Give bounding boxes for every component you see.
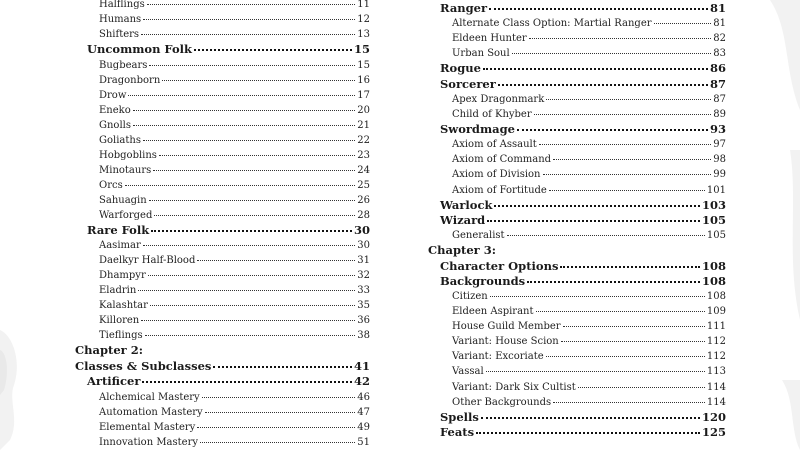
toc-entry-title: Rare Folk bbox=[87, 222, 150, 237]
toc-entry-page: 22 bbox=[357, 134, 370, 146]
toc-entry[interactable] bbox=[428, 395, 726, 410]
dot-leader bbox=[560, 266, 700, 268]
toc-entry[interactable] bbox=[428, 107, 726, 122]
dot-leader bbox=[517, 129, 708, 131]
toc-entry-page: 81 bbox=[709, 1, 726, 15]
toc-entry-title: Drow bbox=[99, 89, 127, 101]
toc-entry-page: 99 bbox=[713, 169, 726, 181]
toc-entry-page: 35 bbox=[357, 300, 370, 311]
toc-entry-title: Eladrin bbox=[99, 285, 137, 296]
dot-leader bbox=[476, 432, 700, 434]
toc-entry[interactable] bbox=[75, 118, 370, 133]
toc-entry[interactable] bbox=[75, 268, 370, 283]
toc-section-entry[interactable] bbox=[428, 410, 726, 425]
toc-entry-page: 23 bbox=[357, 149, 370, 161]
toc-entry-title: Halflings bbox=[99, 0, 145, 10]
toc-entry-title: Vassal bbox=[452, 366, 484, 378]
toc-entry-title: Axiom of Command bbox=[452, 154, 552, 166]
toc-entry-page: 12 bbox=[357, 14, 370, 25]
dot-leader bbox=[128, 95, 355, 96]
dot-leader bbox=[150, 305, 355, 306]
toc-right-column bbox=[428, 0, 726, 450]
toc-entry-title: Urban Soul bbox=[452, 48, 510, 60]
toc-entry[interactable] bbox=[75, 103, 370, 118]
dot-leader bbox=[546, 356, 705, 357]
toc-entry-title: Feats bbox=[440, 424, 475, 439]
toc-section-entry[interactable] bbox=[428, 425, 726, 440]
dot-leader bbox=[147, 4, 356, 5]
toc-entry-title: Sahuagin bbox=[99, 194, 147, 206]
toc-entry-title: Child of Khyber bbox=[452, 108, 532, 120]
toc-section-entry[interactable] bbox=[75, 374, 370, 390]
chapter-heading: Chapter 2: bbox=[75, 343, 143, 357]
dot-leader bbox=[490, 296, 705, 297]
toc-entry[interactable] bbox=[428, 167, 726, 182]
dot-leader bbox=[141, 320, 355, 321]
toc-entry-page: 108 bbox=[701, 258, 726, 273]
dot-leader bbox=[202, 397, 356, 398]
dot-leader bbox=[549, 190, 705, 191]
dot-leader bbox=[489, 8, 708, 10]
toc-entry-page: 120 bbox=[701, 409, 726, 424]
toc-left-list bbox=[75, 0, 370, 450]
toc-entry-page: 16 bbox=[357, 74, 370, 86]
toc-entry-page: 49 bbox=[357, 421, 370, 433]
toc-entry[interactable] bbox=[75, 27, 370, 42]
dot-leader bbox=[483, 68, 708, 70]
toc-entry-title: Variant: Excoriate bbox=[452, 351, 544, 363]
dot-leader bbox=[149, 200, 356, 201]
dot-leader bbox=[205, 412, 356, 413]
toc-entry-page: 28 bbox=[357, 209, 370, 221]
toc-entry-title: Ranger bbox=[440, 1, 488, 15]
dot-leader bbox=[133, 125, 355, 126]
toc-entry-title: Tieflings bbox=[99, 330, 143, 341]
toc-entry[interactable] bbox=[428, 380, 726, 395]
toc-entry-title: Killoren bbox=[99, 315, 140, 326]
toc-entry-page: 36 bbox=[357, 315, 370, 326]
toc-entry[interactable] bbox=[428, 137, 726, 152]
toc-left-column bbox=[75, 0, 370, 450]
toc-right-list bbox=[428, 1, 726, 440]
toc-entry[interactable] bbox=[75, 178, 370, 193]
toc-entry-page: 93 bbox=[709, 122, 726, 137]
toc-entry-title: Spells bbox=[440, 409, 479, 424]
toc-entry-title: Elemental Mastery bbox=[99, 421, 196, 433]
toc-entry-title: Citizen bbox=[452, 290, 488, 302]
toc-entry-page: 82 bbox=[713, 33, 726, 45]
toc-entry-page: 42 bbox=[353, 374, 370, 388]
toc-entry[interactable] bbox=[75, 193, 370, 208]
toc-entry-title: Generalist bbox=[452, 229, 505, 241]
toc-entry-title: Artificer bbox=[87, 374, 141, 388]
toc-entry-page: 15 bbox=[353, 42, 370, 56]
toc-entry-title: Axiom of Fortitude bbox=[452, 184, 547, 196]
toc-entry-page: 87 bbox=[713, 93, 726, 105]
toc-entry-page: 13 bbox=[357, 29, 370, 40]
dot-leader bbox=[194, 49, 352, 51]
toc-entry[interactable] bbox=[75, 58, 370, 73]
toc-entry[interactable] bbox=[75, 435, 370, 450]
toc-entry[interactable] bbox=[75, 73, 370, 88]
dot-leader bbox=[154, 215, 355, 216]
toc-entry-page: 46 bbox=[357, 391, 370, 403]
dot-leader bbox=[162, 80, 355, 81]
toc-entry-page: 41 bbox=[353, 358, 370, 373]
toc-entry[interactable] bbox=[428, 289, 726, 304]
dot-leader bbox=[143, 19, 355, 20]
toc-entry-title: Axiom of Assault bbox=[452, 139, 537, 151]
toc-entry[interactable] bbox=[75, 12, 370, 27]
toc-entry-page: 105 bbox=[706, 229, 726, 241]
toc-entry[interactable] bbox=[75, 88, 370, 103]
toc-entry-page: 113 bbox=[706, 366, 726, 378]
toc-entry-title: Aasimar bbox=[99, 240, 141, 251]
toc-entry-page: 112 bbox=[706, 336, 726, 348]
dot-leader bbox=[133, 110, 356, 111]
toc-entry[interactable] bbox=[428, 304, 726, 319]
toc-entry-page: 89 bbox=[713, 108, 726, 120]
toc-entry[interactable] bbox=[75, 283, 370, 298]
toc-entry[interactable] bbox=[75, 253, 370, 268]
toc-entry-title: Hobgoblins bbox=[99, 149, 157, 161]
toc-entry-title: Bugbears bbox=[99, 59, 148, 71]
toc-entry[interactable] bbox=[75, 148, 370, 163]
dot-leader bbox=[486, 371, 705, 372]
toc-entry[interactable] bbox=[428, 228, 726, 243]
toc-entry[interactable] bbox=[75, 208, 370, 223]
toc-entry[interactable] bbox=[75, 313, 370, 328]
toc-section-entry[interactable] bbox=[428, 259, 726, 274]
toc-entry[interactable] bbox=[428, 16, 726, 31]
dot-leader bbox=[213, 366, 352, 368]
toc-entry-title: Swordmage bbox=[440, 122, 515, 137]
toc-section-entry[interactable] bbox=[428, 61, 726, 76]
toc-entry[interactable] bbox=[75, 238, 370, 253]
toc-entry-title: Classes & Subclasses bbox=[75, 358, 212, 373]
toc-entry-page: 114 bbox=[706, 381, 726, 393]
dot-leader bbox=[159, 155, 355, 156]
toc-entry-page: 17 bbox=[357, 89, 370, 101]
toc-entry[interactable] bbox=[75, 0, 370, 12]
toc-entry[interactable] bbox=[75, 328, 370, 343]
dot-leader bbox=[654, 23, 712, 24]
toc-entry[interactable] bbox=[75, 420, 370, 435]
toc-entry-page: 101 bbox=[706, 184, 726, 196]
toc-entry-title: Variant: House Scion bbox=[452, 336, 559, 348]
toc-entry-page: 98 bbox=[713, 154, 726, 166]
toc-entry[interactable] bbox=[428, 92, 726, 107]
toc-entry-page: 105 bbox=[701, 212, 726, 227]
toc-entry[interactable] bbox=[75, 163, 370, 178]
dot-leader bbox=[125, 185, 356, 186]
dot-leader bbox=[142, 381, 352, 383]
toc-entry[interactable] bbox=[428, 183, 726, 198]
dot-leader bbox=[512, 53, 712, 54]
toc-entry-title: Humans bbox=[99, 14, 142, 25]
toc-entry-title: Uncommon Folk bbox=[87, 42, 192, 56]
dot-leader bbox=[143, 140, 355, 141]
toc-entry-title: Minotaurs bbox=[99, 164, 152, 176]
toc-entry-title: Eldeen Hunter bbox=[452, 33, 527, 45]
toc-entry-title: Dhampyr bbox=[99, 270, 146, 281]
dot-leader bbox=[553, 402, 705, 403]
toc-entry-title: Shifters bbox=[99, 29, 140, 40]
dot-leader bbox=[149, 65, 355, 66]
toc-entry-title: Orcs bbox=[99, 179, 123, 191]
toc-section-entry[interactable] bbox=[75, 223, 370, 239]
toc-entry-page: 125 bbox=[701, 424, 726, 439]
dot-leader bbox=[141, 34, 355, 35]
toc-entry[interactable] bbox=[75, 133, 370, 148]
toc-entry-page: 108 bbox=[706, 290, 726, 302]
toc-entry-page: 51 bbox=[357, 436, 370, 448]
toc-entry-title: Character Options bbox=[440, 258, 559, 273]
dot-leader bbox=[539, 144, 712, 145]
toc-entry-page: 47 bbox=[357, 406, 370, 418]
dot-leader bbox=[145, 335, 356, 336]
toc-entry-page: 103 bbox=[701, 197, 726, 212]
toc-entry-page: 33 bbox=[357, 285, 370, 296]
dot-leader bbox=[543, 174, 712, 175]
toc-entry-page: 112 bbox=[706, 351, 726, 363]
toc-entry-page: 87 bbox=[709, 76, 726, 91]
toc-entry-page: 32 bbox=[357, 270, 370, 281]
toc-entry-title: Dragonborn bbox=[99, 74, 161, 86]
toc-entry-title: Alternate Class Option: Martial Ranger bbox=[452, 18, 652, 30]
dot-leader bbox=[197, 427, 355, 428]
toc-entry-title: Rogue bbox=[440, 61, 481, 76]
toc-entry-title: House Guild Member bbox=[452, 321, 561, 333]
toc-entry-title: Goliaths bbox=[99, 134, 141, 146]
toc-entry-title: Daelkyr Half-Blood bbox=[99, 255, 196, 266]
dot-leader bbox=[536, 311, 705, 312]
toc-entry-page: 20 bbox=[357, 104, 370, 116]
dot-leader bbox=[153, 170, 355, 171]
toc-entry-page: 24 bbox=[357, 164, 370, 176]
dot-leader bbox=[494, 205, 700, 207]
toc-entry-title: Axiom of Division bbox=[452, 169, 541, 181]
toc-entry-page: 25 bbox=[357, 179, 370, 191]
dot-leader bbox=[578, 387, 705, 388]
dot-leader bbox=[563, 326, 705, 327]
toc-entry-title: Warforged bbox=[99, 209, 153, 221]
dot-leader bbox=[561, 341, 705, 342]
dot-leader bbox=[151, 230, 352, 232]
toc-entry-page: 108 bbox=[701, 273, 726, 288]
toc-entry-page: 31 bbox=[357, 255, 370, 266]
dot-leader bbox=[553, 159, 711, 160]
toc-entry-page: 26 bbox=[357, 194, 370, 206]
dot-leader bbox=[148, 275, 356, 276]
toc-entry[interactable] bbox=[428, 319, 726, 334]
toc-entry[interactable] bbox=[428, 46, 726, 61]
toc-entry-page: 86 bbox=[709, 61, 726, 76]
toc-entry-title: Innovation Mastery bbox=[99, 436, 199, 448]
toc-section-entry[interactable] bbox=[428, 77, 726, 92]
chapter-heading: Chapter 3: bbox=[428, 243, 496, 258]
toc-entry-title: Sorcerer bbox=[440, 76, 496, 91]
toc-entry-title: Variant: Dark Six Cultist bbox=[452, 381, 576, 393]
toc-entry-page: 114 bbox=[706, 396, 726, 408]
toc-entry-page: 30 bbox=[357, 240, 370, 251]
toc-section-entry[interactable] bbox=[428, 274, 726, 289]
toc-entry[interactable] bbox=[75, 298, 370, 313]
toc-entry-title: Automation Mastery bbox=[99, 406, 203, 418]
toc-entry-title: Kalashtar bbox=[99, 300, 148, 311]
toc-entry-title: Warlock bbox=[440, 197, 493, 212]
toc-entry[interactable] bbox=[428, 31, 726, 46]
dot-leader bbox=[529, 38, 712, 39]
dot-leader bbox=[534, 114, 712, 115]
toc-entry-title: Backgrounds bbox=[440, 273, 526, 288]
dot-leader bbox=[546, 99, 711, 100]
dot-leader bbox=[527, 281, 700, 283]
dot-leader bbox=[143, 245, 356, 246]
toc-entry-page: 21 bbox=[357, 119, 370, 131]
toc-entry[interactable] bbox=[428, 349, 726, 364]
toc-entry-page: 11 bbox=[357, 0, 370, 10]
toc-entry-title: Eneko bbox=[99, 104, 131, 116]
toc-entry-title: Gnolls bbox=[99, 119, 131, 131]
dot-leader bbox=[481, 417, 700, 419]
toc-entry-page: 30 bbox=[353, 222, 370, 237]
toc-section-entry[interactable] bbox=[428, 213, 726, 228]
toc-entry-page: 38 bbox=[357, 330, 370, 341]
toc-section-entry[interactable] bbox=[428, 1, 726, 16]
dot-leader bbox=[138, 290, 355, 291]
toc-entry-title: Other Backgrounds bbox=[452, 396, 552, 408]
toc-entry[interactable] bbox=[428, 364, 726, 379]
toc-entry-page: 81 bbox=[713, 18, 726, 30]
toc-entry[interactable] bbox=[75, 405, 370, 420]
toc-entry-page: 97 bbox=[713, 139, 726, 151]
toc-entry-title: Wizard bbox=[440, 212, 486, 227]
toc-section-entry[interactable] bbox=[75, 42, 370, 58]
toc-entry-title: Apex Dragonmark bbox=[452, 93, 545, 105]
toc-entry-page: 15 bbox=[357, 59, 370, 71]
toc-section-entry[interactable] bbox=[75, 359, 370, 375]
toc-entry-page: 111 bbox=[706, 321, 726, 333]
toc-entry-title: Eldeen Aspirant bbox=[452, 306, 534, 318]
toc-entry-page: 83 bbox=[713, 48, 726, 60]
toc-entry[interactable] bbox=[428, 152, 726, 167]
toc-entry[interactable] bbox=[75, 390, 370, 405]
dot-leader bbox=[197, 260, 355, 261]
dot-leader bbox=[498, 84, 708, 86]
toc-section-entry[interactable] bbox=[428, 198, 726, 213]
toc-entry[interactable] bbox=[428, 334, 726, 349]
toc-entry-title: Alchemical Mastery bbox=[99, 391, 200, 403]
toc-entry-page: 109 bbox=[706, 306, 726, 318]
dot-leader bbox=[200, 442, 355, 443]
toc-section-entry[interactable] bbox=[428, 122, 726, 137]
dot-leader bbox=[507, 235, 705, 236]
dot-leader bbox=[487, 220, 700, 222]
